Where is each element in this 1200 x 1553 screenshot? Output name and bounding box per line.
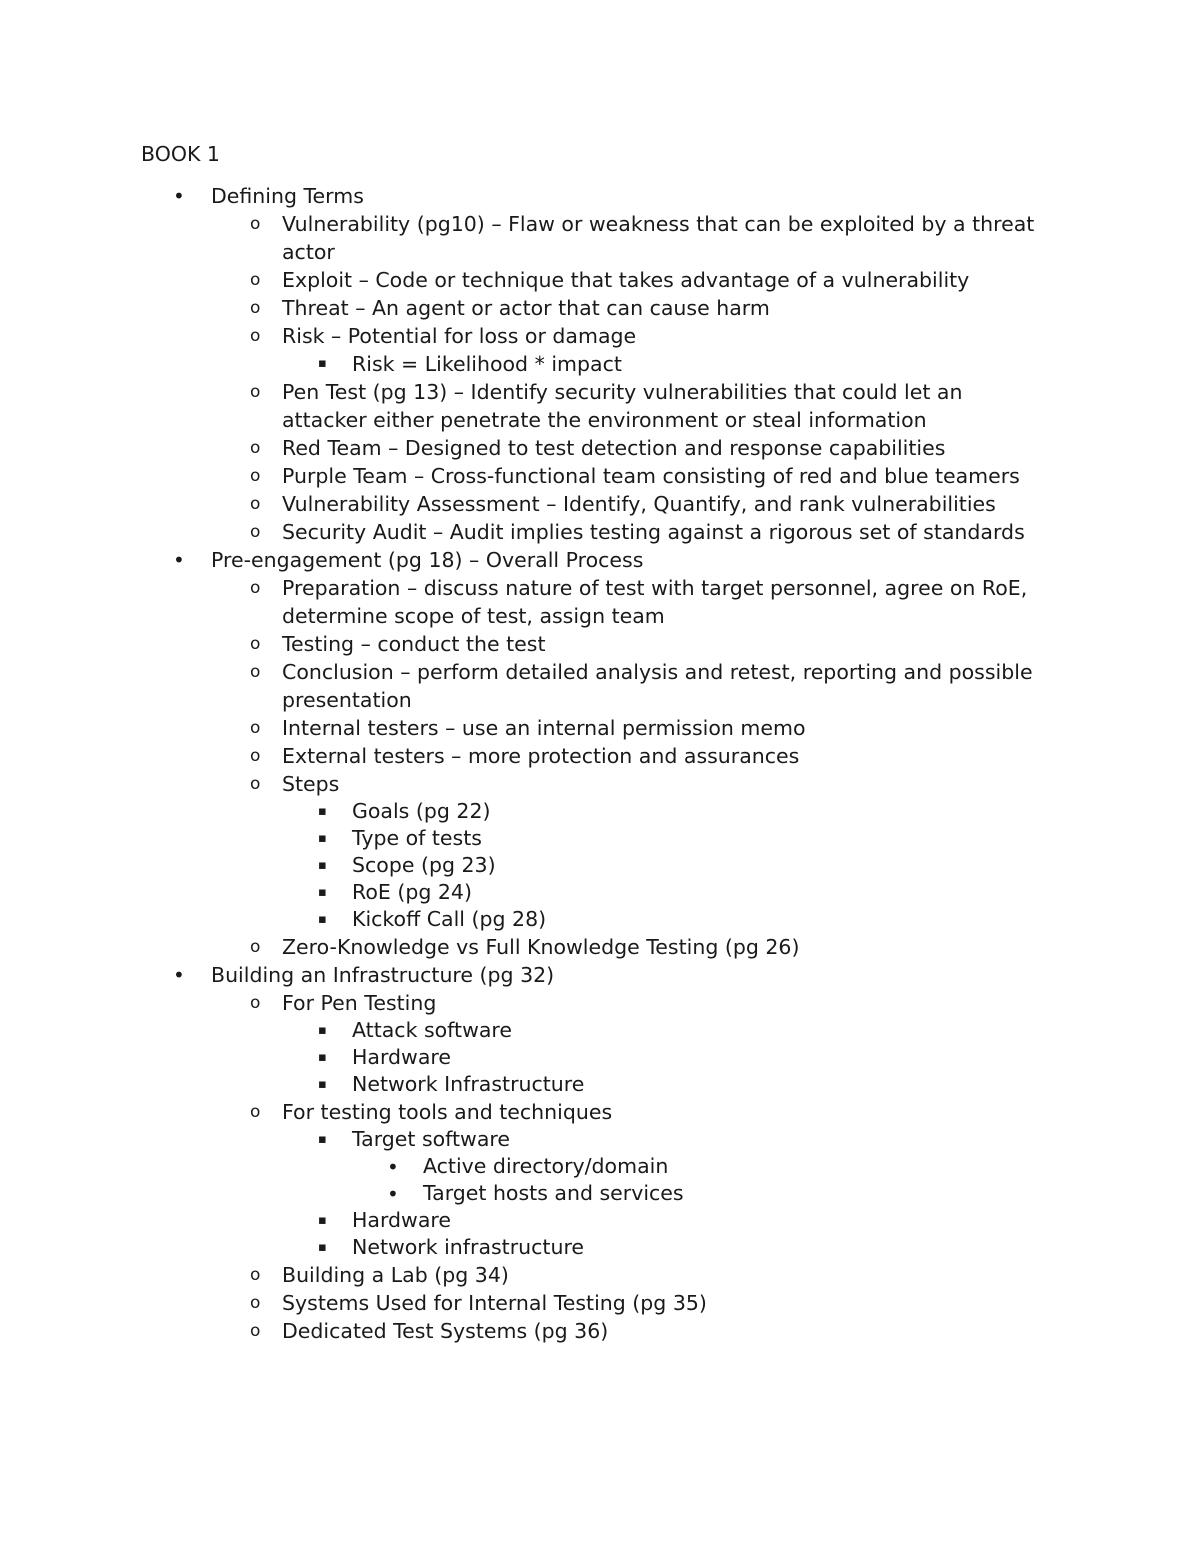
- bullet-disc-icon: •: [173, 963, 185, 987]
- bullet-square-icon: ▪: [318, 1132, 327, 1147]
- bullet-square-icon: ▪: [318, 356, 327, 371]
- item-text: Risk – Potential for loss or damage: [282, 324, 637, 348]
- outline-item: [0, 630, 1042, 658]
- section-label: Building an Infrastructure (pg 32): [211, 963, 555, 987]
- section-label: Pre-engagement (pg 18) – Overall Process: [211, 548, 644, 572]
- outline-subitem: [0, 1071, 1042, 1098]
- outline-item: [0, 1289, 1042, 1317]
- bullet-circle-icon: o: [250, 746, 261, 766]
- outline-item: [0, 933, 1042, 961]
- outline-subitem: [0, 852, 1042, 879]
- item-text: Red Team – Designed to test detection and response capabilities: [282, 436, 946, 460]
- item-text: Vulnerability Assessment – Identify, Quantify, and rank vulnerabilities: [282, 492, 996, 516]
- outline-section: [0, 182, 1041, 210]
- bullet-circle-icon: o: [250, 774, 261, 794]
- outline-subitem: [0, 825, 1042, 852]
- bullet-circle-icon: o: [250, 214, 261, 234]
- bullet-circle-icon: o: [250, 993, 261, 1013]
- bullet-circle-icon: o: [250, 466, 261, 486]
- item-text: Pen Test (pg 13) – Identify security vulnerabilities that could let an attacker either penetrate the environment or steal information: [282, 380, 963, 432]
- outline-section: [0, 961, 1041, 989]
- bullet-square-icon: ▪: [318, 1023, 327, 1038]
- outline-subsubitem: [0, 1153, 1043, 1180]
- item-text: Conclusion – perform detailed analysis and retest, reporting and possible presentation: [282, 660, 1033, 712]
- bullet-circle-icon: o: [250, 298, 261, 318]
- outline-item: [0, 378, 1042, 434]
- bullet-circle-icon: o: [250, 494, 261, 514]
- outline-item: [0, 658, 1042, 714]
- item-text: External testers – more protection and assurances: [282, 744, 800, 768]
- item-text: Steps: [282, 772, 340, 796]
- outline-item: [0, 574, 1042, 630]
- outline-item: [0, 742, 1042, 770]
- bullet-square-icon: ▪: [318, 1213, 327, 1228]
- bullet-square-icon: ▪: [318, 858, 327, 873]
- subitem-text: Scope (pg 23): [352, 853, 496, 877]
- bullet-square-icon: ▪: [318, 912, 327, 927]
- outline-section: [0, 546, 1041, 574]
- subitem-text: Risk = Likelihood * impact: [352, 352, 622, 376]
- item-text: Threat – An agent or actor that can cause harm: [282, 296, 770, 320]
- subitem-text: Goals (pg 22): [352, 799, 491, 823]
- item-text: Purple Team – Cross-functional team consisting of red and blue teamers: [282, 464, 1020, 488]
- outline-item: [0, 490, 1042, 518]
- subitem-text: Target software: [352, 1127, 510, 1151]
- bullet-square-icon: ▪: [318, 1077, 327, 1092]
- bullet-circle-icon: o: [250, 1265, 261, 1285]
- subsubitem-text: Active directory/domain: [423, 1154, 669, 1178]
- outline-item: [0, 518, 1042, 546]
- bullet-disc-icon: •: [387, 1155, 399, 1179]
- item-text: Building a Lab (pg 34): [282, 1263, 509, 1287]
- item-text: Exploit – Code or technique that takes advantage of a vulnerability: [282, 268, 970, 292]
- bullet-disc-icon: •: [173, 184, 185, 208]
- outline-subitem: [0, 1126, 1042, 1153]
- bullet-circle-icon: o: [250, 634, 261, 654]
- item-text: Internal testers – use an internal permission memo: [282, 716, 806, 740]
- bullet-circle-icon: o: [250, 522, 261, 542]
- bullet-square-icon: ▪: [318, 831, 327, 846]
- outline-subitem: [0, 879, 1042, 906]
- outline-item: [0, 1261, 1042, 1289]
- item-text: Preparation – discuss nature of test with target personnel, agree on RoE, determine scope of test, assign team: [282, 576, 1028, 628]
- bullet-square-icon: ▪: [318, 804, 327, 819]
- bullet-disc-icon: •: [387, 1182, 399, 1206]
- outline-item: [0, 294, 1042, 322]
- bullet-circle-icon: o: [250, 1321, 261, 1341]
- bullet-circle-icon: o: [250, 438, 261, 458]
- bullet-circle-icon: o: [250, 1293, 261, 1313]
- bullet-circle-icon: o: [250, 270, 261, 290]
- outline-item: [0, 210, 1042, 266]
- outline-subitem: [0, 798, 1042, 825]
- outline-subitem: [0, 350, 1042, 378]
- item-text: Dedicated Test Systems (pg 36): [282, 1319, 609, 1343]
- subitem-text: RoE (pg 24): [352, 880, 472, 904]
- outline-item: [0, 322, 1042, 350]
- outline-subitem: [0, 1234, 1042, 1261]
- bullet-circle-icon: o: [250, 662, 261, 682]
- subitem-text: Kickoff Call (pg 28): [352, 907, 547, 931]
- bullet-disc-icon: •: [173, 548, 185, 572]
- outline-item: [0, 989, 1042, 1017]
- outline-item: [0, 714, 1042, 742]
- outline-subitem: [0, 1017, 1042, 1044]
- outline-item: [0, 1098, 1042, 1126]
- bullet-square-icon: ▪: [318, 885, 327, 900]
- bullet-circle-icon: o: [250, 326, 261, 346]
- bullet-circle-icon: o: [250, 937, 261, 957]
- subitem-text: Type of tests: [352, 826, 482, 850]
- outline-subitem: [0, 1207, 1042, 1234]
- item-text: For testing tools and techniques: [282, 1100, 613, 1124]
- outline-item: [0, 1317, 1042, 1345]
- item-text: Systems Used for Internal Testing (pg 35): [282, 1291, 707, 1315]
- outline-item: [0, 462, 1042, 490]
- subitem-text: Network infrastructure: [352, 1235, 585, 1259]
- bullet-circle-icon: o: [250, 382, 261, 402]
- section-label: Defining Terms: [211, 184, 364, 208]
- subitem-text: Hardware: [352, 1045, 451, 1069]
- subitem-text: Hardware: [352, 1208, 451, 1232]
- item-text: Zero-Knowledge vs Full Knowledge Testing (pg 26): [282, 935, 800, 959]
- outline-item: [0, 434, 1042, 462]
- subitem-text: Attack software: [352, 1018, 512, 1042]
- outline-list: [0, 182, 1043, 1345]
- subitem-text: Network Infrastructure: [352, 1072, 585, 1096]
- outline-subsubitem: [0, 1180, 1043, 1207]
- item-text: Vulnerability (pg10) – Flaw or weakness that can be exploited by a threat actor: [282, 212, 1035, 264]
- subsubitem-text: Target hosts and services: [423, 1181, 684, 1205]
- bullet-circle-icon: o: [250, 578, 261, 598]
- outline-item: [0, 266, 1042, 294]
- bullet-circle-icon: o: [250, 1102, 261, 1122]
- item-text: Testing – conduct the test: [282, 632, 546, 656]
- bullet-circle-icon: o: [250, 718, 261, 738]
- document-title: BOOK 1: [141, 142, 220, 166]
- item-text: For Pen Testing: [282, 991, 437, 1015]
- outline-subitem: [0, 1044, 1042, 1071]
- outline-subitem: [0, 906, 1042, 933]
- bullet-square-icon: ▪: [318, 1240, 327, 1255]
- bullet-square-icon: ▪: [318, 1050, 327, 1065]
- item-text: Security Audit – Audit implies testing against a rigorous set of standards: [282, 520, 1025, 544]
- outline-item: [0, 770, 1042, 798]
